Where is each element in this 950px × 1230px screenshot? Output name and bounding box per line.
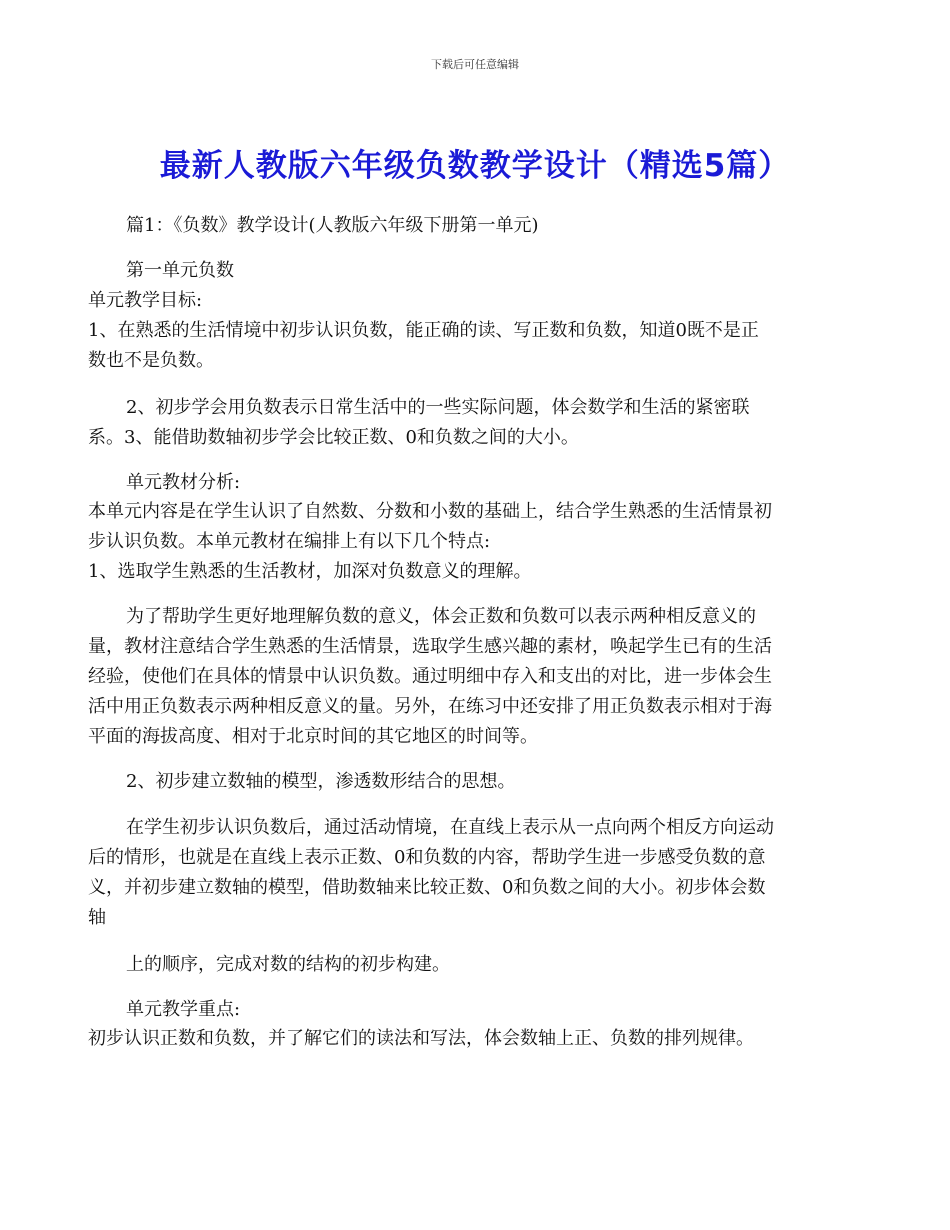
paragraph-line: 上的顺序，完成对数的结构的初步构建。 [126, 954, 450, 975]
paragraph-line: 活中用正负数表示两种相反意义的量。另外，在练习中还安排了用正负数表示相对于海 [88, 696, 772, 717]
analysis-heading: 单元教材分析: [126, 472, 241, 493]
document-title: 最新人教版六年级负数教学设计（精选5篇） [159, 148, 791, 184]
goals-heading: 单元教学目标: [88, 290, 203, 311]
paragraph-line: 系。3、能借助数轴初步学会比较正数、0和负数之间的大小。 [88, 427, 579, 448]
unit-heading: 第一单元负数 [126, 260, 234, 281]
paragraph-line: 1、选取学生熟悉的生活教材，加深对负数意义的理解。 [88, 561, 532, 582]
paragraph-line: 2、初步学会用负数表示日常生活中的一些实际问题，体会数学和生活的紧密联 [126, 397, 750, 418]
paragraph-line: 本单元内容是在学生认识了自然数、分数和小数的基础上，结合学生熟悉的生活情景初 [88, 501, 772, 522]
paragraph-line: 经验，使他们在具体的情景中认识负数。通过明细中存入和支出的对比，进一步体会生 [88, 666, 772, 687]
paragraph-line: 轴 [88, 907, 106, 928]
paragraph-line: 步认识负数。本单元教材在编排上有以下几个特点: [88, 531, 491, 552]
paragraph-line: 量，教材注意结合学生熟悉的生活情景，选取学生感兴趣的素材，唤起学生已有的生活 [88, 636, 772, 657]
paragraph-line: 平面的海拔高度、相对于北京时间的其它地区的时间等。 [88, 726, 538, 747]
paragraph-line: 在学生初步认识负数后，通过活动情境，在直线上表示从一点向两个相反方向运动 [126, 817, 774, 838]
paragraph-line: 初步认识正数和负数，并了解它们的读法和写法，体会数轴上正、负数的排列规律。 [88, 1028, 754, 1049]
paragraph-line: 2、初步建立数轴的模型，渗透数形结合的思想。 [126, 771, 516, 792]
section-heading: 篇1：《负数》教学设计(人教版六年级下册第一单元) [126, 215, 539, 236]
paragraph-line: 义，并初步建立数轴的模型，借助数轴来比较正数、0和负数之间的大小。初步体会数 [88, 877, 766, 898]
paragraph-line: 数也不是负数。 [88, 350, 214, 371]
paragraph-line: 后的情形，也就是在直线上表示正数、0和负数的内容，帮助学生进一步感受负数的意 [88, 847, 766, 868]
paragraph-line: 为了帮助学生更好地理解负数的意义，体会正数和负数可以表示两种相反意义的 [126, 606, 756, 627]
header-note: 下载后可任意编辑 [431, 58, 519, 71]
key-points-heading: 单元教学重点: [126, 999, 241, 1020]
paragraph-line: 1、在熟悉的生活情境中初步认识负数，能正确的读、写正数和负数，知道0既不是正 [88, 320, 759, 341]
